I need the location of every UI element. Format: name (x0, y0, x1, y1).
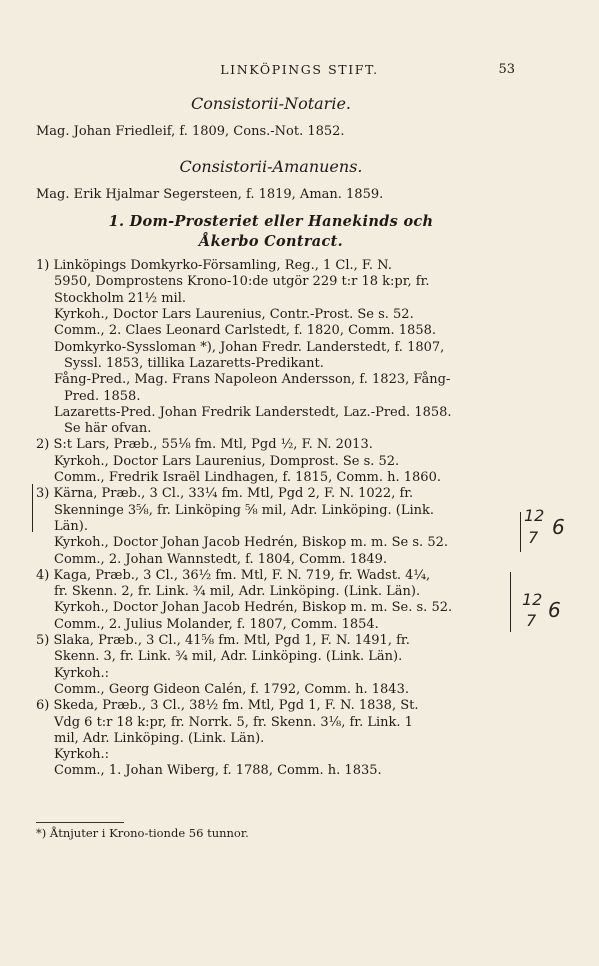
handwritten-note: 6 (552, 515, 565, 539)
section-heading-amanuens: Consistorii-Amanuens. (179, 156, 363, 176)
page-header (0, 62, 599, 82)
text-line: 5950, Domprostens Krono-10:de utgör 229 t:r 18 k:pr, fr. (54, 274, 430, 290)
handwritten-note: 12 (522, 590, 543, 609)
text-line: Domkyrko-Syssloman *), Johan Fredr. Landerstedt, f. 1807, (54, 339, 445, 355)
text-line: Comm., 2. Johan Wannstedt, f. 1804, Comm. 1849. (54, 551, 388, 567)
text-line: Skenn. 3, fr. Link. ¾ mil, Adr. Linköping. (Link. Län). (54, 649, 403, 665)
text-line: Kyrkoh., Doctor Johan Jacob Hedrén, Biskop m. m. Se s. 52. (54, 535, 448, 551)
section-heading-notarie: Consistorii-Notarie. (191, 94, 351, 113)
text-line: Comm., Georg Gideon Calén, f. 1792, Comm. h. 1843. (54, 681, 409, 697)
text-line: Comm., 2. Julius Molander, f. 1807, Comm. 1854. (54, 616, 379, 632)
section-heading-prosteriet-2: Åkerbo Contract. (199, 233, 343, 251)
footnote: *) Åtnjuter i Krono-tionde 56 tunnor. (36, 826, 249, 840)
text-line: Syssl. 1853, tillika Lazaretts-Predikant. (64, 355, 324, 371)
text-line: mil, Adr. Linköping. (Link. Län). (54, 730, 265, 746)
text-line: Kyrkoh.: (54, 747, 110, 763)
text-line: Fång-Pred., Mag. Frans Napoleon Andersson, f. 1823, Fång- (54, 372, 451, 388)
text-line: 1) Linköpings Domkyrko-Församling, Reg., 1 Cl., F. N. (36, 258, 392, 274)
text-line: Comm., Fredrik Israël Lindhagen, f. 1815, Comm. h. 1860. (54, 470, 441, 486)
text-line: Kyrkoh.: (54, 665, 110, 681)
text-line: Comm., 1. Johan Wiberg, f. 1788, Comm. h. 1835. (54, 763, 382, 779)
handwritten-note: 12 (524, 506, 545, 525)
text-line: Skenninge 3⅝, fr. Linköping ⅝ mil, Adr. Linköping. (Link. (54, 502, 435, 518)
text-line: Pred. 1858. (64, 388, 141, 404)
text-line: Län). (54, 518, 88, 534)
text-line: Kyrkoh., Doctor Lars Laurenius, Contr.-Prost. Se s. 52. (54, 307, 414, 323)
handwritten-bracket (510, 572, 511, 632)
handwritten-note: 7 (528, 528, 539, 547)
handwritten-bracket (520, 512, 521, 552)
text-line: Se här ofvan. (64, 421, 152, 437)
text-line: fr. Skenn. 2, fr. Link. ¾ mil, Adr. Linköping. (Link. Län). (54, 584, 421, 600)
page-number: 53 (498, 62, 515, 77)
section-heading-prosteriet-1: 1. Dom-Prosteriet eller Hanekinds och (108, 213, 434, 231)
text-line: 2) S:t Lars, Præb., 55⅛ fm. Mtl, Pgd ½, F. N. 2013. (36, 437, 373, 453)
entry-amanuens: Mag. Erik Hjalmar Segersteen, f. 1819, Aman. 1859. (36, 186, 384, 202)
running-title: LINKÖPINGS STIFT. (220, 62, 379, 77)
text-line: 4) Kaga, Præb., 3 Cl., 36½ fm. Mtl, F. N. 719, fr. Wadst. 4¼, (36, 567, 431, 583)
handwritten-note: 6 (548, 598, 561, 622)
text-line: Vdg 6 t:r 18 k:pr, fr. Norrk. 5, fr. Skenn. 3⅛, fr. Link. 1 (54, 714, 413, 730)
handwritten-note: 7 (526, 611, 537, 630)
entry-notarie: Mag. Johan Friedleif, f. 1809, Cons.-Not. 1852. (36, 124, 345, 140)
text-line: Comm., 2. Claes Leonard Carlstedt, f. 1820, Comm. 1858. (54, 323, 436, 339)
handwritten-bracket (32, 484, 33, 532)
footnote-rule (36, 822, 124, 823)
text-line: 6) Skeda, Præb., 3 Cl., 38½ fm. Mtl, Pgd 1, F. N. 1838, St. (36, 698, 419, 714)
text-line: Lazaretts-Pred. Johan Fredrik Landerstedt, Laz.-Pred. 1858. (54, 404, 452, 420)
text-line: 3) Kärna, Præb., 3 Cl., 33¼ fm. Mtl, Pgd 2, F. N. 1022, fr. (36, 486, 414, 502)
text-line: Stockholm 21½ mil. (54, 290, 186, 306)
text-line: Kyrkoh., Doctor Lars Laurenius, Domprost. Se s. 52. (54, 453, 400, 469)
text-line: Kyrkoh., Doctor Johan Jacob Hedrén, Biskop m. m. Se. s. 52. (54, 600, 453, 616)
page-body (36, 96, 506, 780)
text-line: 5) Slaka, Præb., 3 Cl., 41⅝ fm. Mtl, Pgd 1, F. N. 1491, fr. (36, 633, 410, 649)
